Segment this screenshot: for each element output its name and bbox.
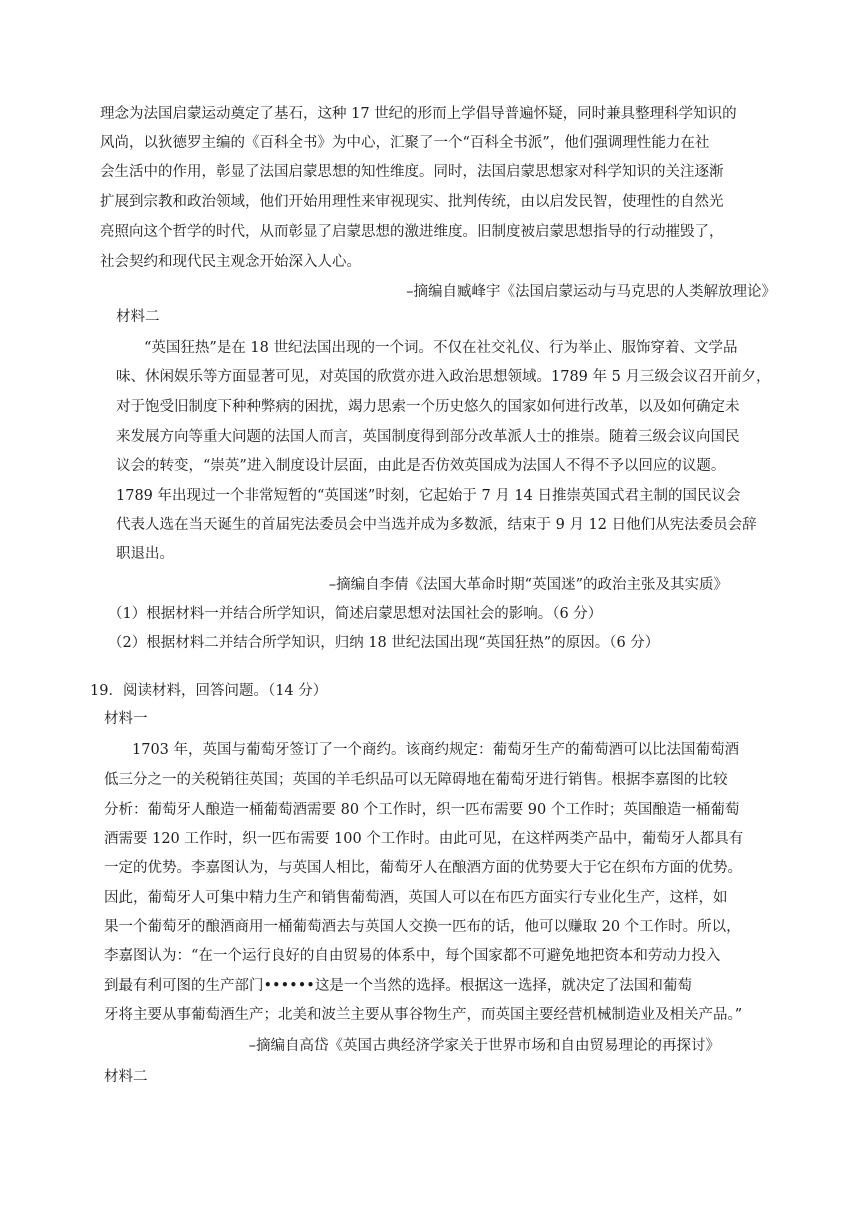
paragraph-line: 职退出。 [116, 546, 174, 562]
paragraph-line: 牙将主要从事葡萄酒生产；北美和波兰主要从事谷物生产，而英国主要经营机械制造业及相关产品。” [104, 1007, 743, 1023]
paragraph-line: 来发展方向等重大问题的法国人而言，英国制度得到部分改革派人士的推崇。随着三级会议向国民 [116, 429, 740, 445]
paragraph-line: “英国狂热”是在 18 世纪法国出现的一个词。不仅在社交礼仪、行为举止、服饰穿着、文学品 [144, 340, 738, 356]
question-item: （1）根据材料一并结合所学知识，简述启蒙思想对法国社会的影响。（6 分） [108, 606, 603, 622]
material-heading: 材料一 [104, 711, 148, 727]
source-citation: –摘编自臧峰宇《法国启蒙运动与马克思的人类解放理论》 [406, 284, 776, 300]
paragraph-line: 会生活中的作用，彰显了法国启蒙思想的知性维度。同时，法国启蒙思想家对科学知识的关注逐渐 [100, 164, 724, 180]
paragraph-line: 李嘉图认为：“在一个运行良好的自由贸易的体系中，每个国家都不可避免地把资本和劳动力投入 [104, 948, 721, 964]
paragraph-line: 味、休闲娱乐等方面显著可见，对英国的欣赏亦进入政治思想领域。1789 年 5 月三级会议召开前夕， [116, 369, 771, 385]
paragraph-line: 1789 年出现过一个非常短暂的“英国迷”时刻，它起始于 7 月 14 日推崇英国式君主制的国民议会 [116, 488, 741, 504]
paragraph-line: 一定的优势。李嘉图认为，与英国人相比，葡萄牙人在酿酒方面的优势要大于它在织布方面的优势。 [104, 860, 742, 876]
question-item: （2）根据材料二并结合所学知识，归纳 18 世纪法国出现“英国狂热”的原因。（6 分） [108, 635, 660, 651]
paragraph-line: 议会的转变，“崇英”进入制度设计层面，由此是否仿效英国成为法国人不得不予以回应的议题。 [116, 458, 726, 474]
paragraph-line: 到最有利可图的生产部门••••••这是一个当然的选择。根据这一选择，就决定了法国和葡萄 [104, 978, 692, 994]
paragraph-line: 扩展到宗教和政治领域，他们开始用理性来审视现实、批判传统，由以启发民智，使理性的自然光 [100, 194, 724, 210]
paragraph-line: 理念为法国启蒙运动奠定了基石，这种 17 世纪的形而上学倡导普遍怀疑，同时兼具整理科学知识的 [100, 106, 737, 122]
paragraph-line: 低三分之一的关税销往英国；英国的羊毛织品可以无障碍地在葡萄牙进行销售。根据李嘉图的比较 [104, 772, 728, 788]
paragraph-line: 分析：葡萄牙人酿造一桶葡萄酒需要 80 个工作时，织一匹布需要 90 个工作时；英国酿造一桶葡萄 [104, 802, 740, 818]
paragraph-line: 1703 年，英国与葡萄牙签订了一个商约。该商约规定：葡萄牙生产的葡萄酒可以比法国葡萄酒 [132, 742, 740, 758]
paragraph-line: 因此，葡萄牙人可集中精力生产和销售葡萄酒，英国人可以在布匹方面实行专业化生产，这样，如 [104, 890, 728, 906]
source-citation: –摘编自李倩《法国大革命时期“英国迷”的政治主张及其实质》 [328, 577, 728, 593]
paragraph-line: 社会契约和现代民主观念开始深入人心。 [100, 254, 361, 270]
paragraph-line: 果一个葡萄牙的酿酒商用一桶葡萄酒去与英国人交换一匹布的话，他可以赚取 20 个工作时。所以， [104, 919, 741, 935]
question-title: 19．阅读材料，回答问题。（14 分） [90, 683, 328, 699]
paragraph-line: 代表人选在当天诞生的首届宪法委员会中当选并成为多数派，结束于 9 月 12 日他们从宪法委员会辞 [116, 517, 757, 533]
paragraph-line: 风尚，以狄德罗主编的《百科全书》为中心，汇聚了一个“百科全书派”，他们强调理性能力在社 [100, 135, 710, 151]
material-heading: 材料二 [116, 309, 160, 325]
paragraph-line: 亮照向这个哲学的时代，从而彰显了启蒙思想的激进维度。旧制度被启蒙思想指导的行动摧毁了， [100, 224, 724, 240]
source-citation: –摘编自高岱《英国古典经济学家关于世界市场和自由贸易理论的再探讨》 [248, 1038, 720, 1054]
material-heading: 材料二 [104, 1069, 148, 1085]
paragraph-line: 酒需要 120 工作时，织一匹布需要 100 个工作时。由此可见，在这样两类产品中，葡萄牙人都具有 [104, 831, 744, 847]
paragraph-line: 对于饱受旧制度下种种弊病的困扰，竭力思索一个历史悠久的国家如何进行改革，以及如何确定未 [116, 399, 740, 415]
